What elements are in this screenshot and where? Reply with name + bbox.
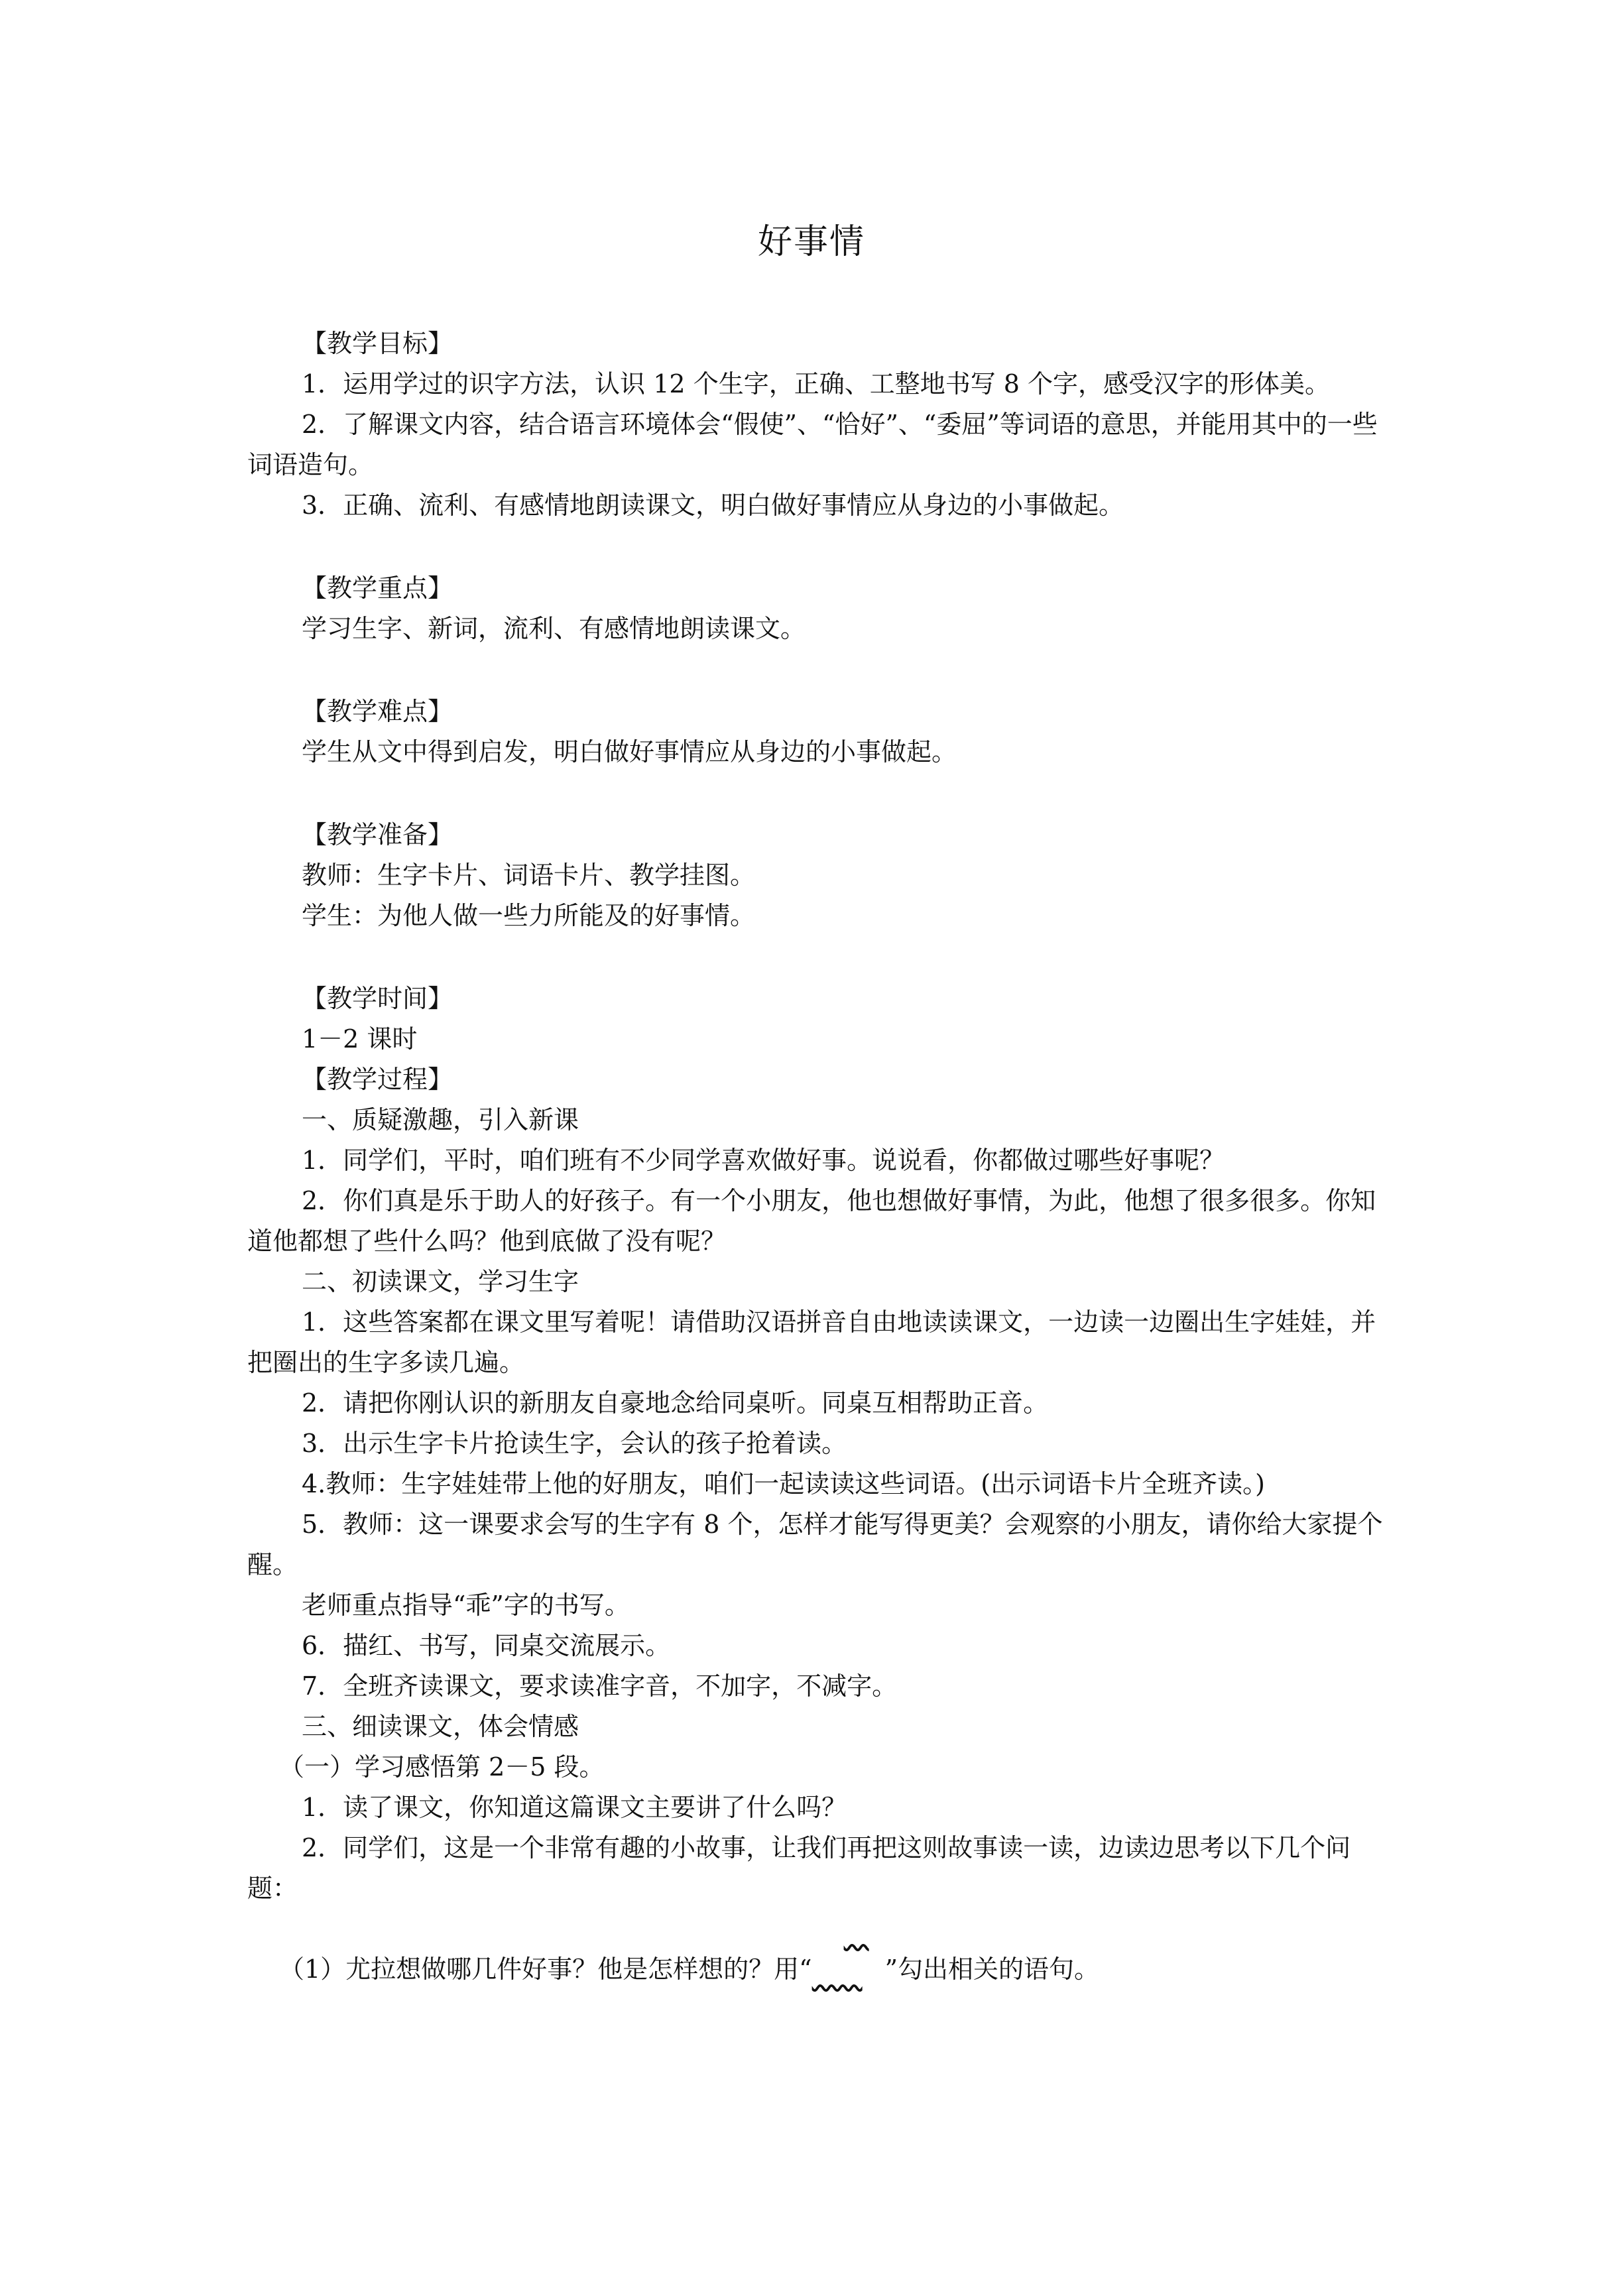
process-part1-item-2: 2．你们真是乐于助人的好孩子。有一个小朋友，他也想做好事情，为此，他想了很多很多。你知道他都想了些什么吗？他到底做了没有呢？ (247, 1186, 1376, 1256)
process-part3-question (247, 1909, 1388, 1990)
objective-item-3: 3．正确、流利、有感情地朗读课文，明白做好事情应从身边的小事做起。 (302, 491, 1124, 520)
question-text-before: （1）尤拉想做哪几件好事？他是怎样想的？用“ (279, 1955, 812, 1984)
wavy-underline-mark (812, 1909, 885, 1990)
difficulties-heading: 【教学难点】 (302, 697, 453, 726)
difficulties-text: 学生从文中得到启发，明白做好事情应从身边的小事做起。 (302, 737, 957, 766)
process-part1-heading: 一、质疑激趣，引入新课 (302, 1105, 579, 1134)
process-part2-item-3: 3．出示生字卡片抢读生字，会认的孩子抢着读。 (302, 1429, 847, 1458)
time-text: 1－2 课时 (302, 1024, 418, 1054)
process-part2-heading: 二、初读课文，学习生字 (302, 1267, 579, 1296)
process-part3-item-2: 2．同学们，这是一个非常有趣的小故事，让我们再把这则故事读一读，边读边思考以下几个问题： (247, 1833, 1351, 1903)
preparation-student: 学生：为他人做一些力所能及的好事情。 (302, 901, 756, 930)
objective-item-1: 1．运用学过的识字方法，认识 12 个生字，正确、工整地书写 8 个字，感受汉字的形体美。 (302, 369, 1331, 398)
section-gap (247, 772, 1388, 815)
process-part2-item-6: 老师重点指导“乖”字的书写。 (302, 1591, 630, 1620)
process-part2-item-7: 6．描红、书写，同桌交流展示。 (302, 1631, 671, 1660)
process-part1-item-1: 1．同学们，平时，咱们班有不少同学喜欢做好事。说说看，你都做过哪些好事呢？ (302, 1146, 1225, 1175)
process-part2-item-2: 2．请把你刚认识的新朋友自豪地念给同桌听。同桌互相帮助正音。 (302, 1388, 1049, 1418)
process-part2-item-5: 5．教师：这一课要求会写的生字有 8 个，怎样才能写得更美？会观察的小朋友，请你给大家提个醒。 (247, 1510, 1383, 1579)
process-part3-item-1: 1．读了课文，你知道这篇课文主要讲了什么吗？ (302, 1793, 847, 1822)
section-gap (247, 526, 1388, 568)
section-gap (247, 649, 1388, 692)
time-heading: 【教学时间】 (302, 984, 453, 1013)
process-part3-subheading: （一）学习感悟第 2－5 段。 (279, 1752, 605, 1782)
preparation-teacher: 教师：生字卡片、词语卡片、教学挂图。 (302, 861, 756, 890)
process-part3-heading: 三、细读课文，体会情感 (302, 1712, 579, 1741)
objective-item-2: 2．了解课文内容，结合语言环境体会“假使”、“恰好”、“委屈”等词语的意思，并能用其中的一些词语造句。 (247, 410, 1378, 479)
document-body (247, 324, 1388, 1990)
objectives-heading: 【教学目标】 (302, 329, 453, 358)
process-part2-item-4: 4.教师：生字娃娃带上他的好朋友，咱们一起读读这些词语。(出示词语卡片全班齐读。) (302, 1469, 1265, 1498)
key-points-heading: 【教学重点】 (302, 574, 453, 603)
process-part2-item-1: 1．这些答案都在课文里写着呢！请借助汉语拼音自由地读读课文，一边读一边圈出生字娃娃，并把圈出的生字多读几遍。 (247, 1307, 1376, 1377)
section-gap (247, 936, 1388, 979)
document-title: 好事情 (757, 222, 865, 262)
question-text-after: ”勾出相关的语句。 (884, 1955, 1100, 1984)
process-part2-item-8: 7．全班齐读课文，要求读准字音，不加字，不减字。 (302, 1671, 898, 1701)
key-points-text: 学习生字、新词，流利、有感情地朗读课文。 (302, 614, 806, 643)
process-heading: 【教学过程】 (302, 1065, 453, 1094)
preparation-heading: 【教学准备】 (302, 820, 453, 849)
